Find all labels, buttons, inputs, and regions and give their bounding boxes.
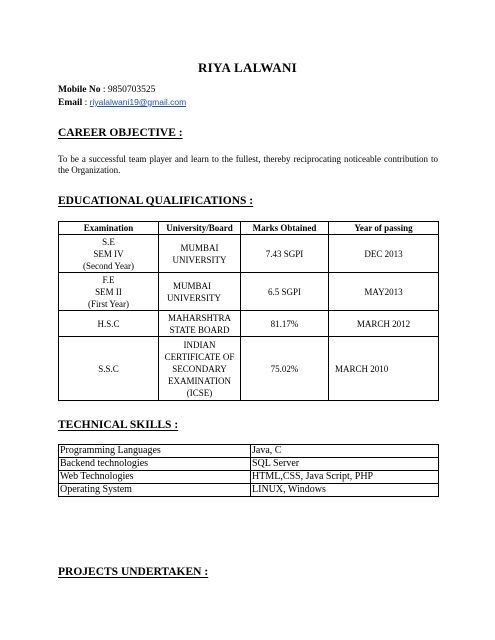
- exam-line: S.E: [102, 236, 115, 247]
- exam-line: SEM IV: [93, 248, 124, 259]
- career-objective-text: To be a successful team player and learn to the fullest, thereby reciprocating noticeable contribution to the Organization.: [58, 154, 438, 175]
- table-row: [59, 311, 439, 337]
- table-row: [59, 445, 439, 458]
- mobile-value: : 9850703525: [100, 85, 156, 95]
- board-cell: [159, 337, 241, 401]
- exam-line: S.S.C: [98, 363, 119, 374]
- skill-category: Backend technologies: [59, 458, 251, 471]
- header-examination: Examination: [59, 222, 159, 235]
- education-colon: :: [246, 195, 254, 207]
- marks-cell: 81.17%: [241, 311, 329, 337]
- career-objective-title: CAREER OBJECTIVE: [58, 127, 176, 139]
- education-heading: [58, 195, 253, 207]
- technical-skills-title: TECHNICAL SKILLS: [58, 419, 172, 431]
- exam-line: (Second Year): [83, 260, 134, 271]
- board-line: MUMBAI: [173, 280, 212, 291]
- mobile-label: Mobile No: [58, 85, 101, 95]
- exam-line: (First Year): [87, 298, 129, 309]
- skill-value: SQL Server: [251, 458, 439, 471]
- exam-line: H.S.C: [97, 318, 120, 329]
- mobile-line: [58, 84, 155, 96]
- board-line: INDIAN: [183, 339, 216, 350]
- email-line: [58, 96, 186, 109]
- projects-heading: [58, 566, 208, 578]
- board-line: (ICSE): [186, 387, 213, 398]
- technical-skills-colon: :: [171, 419, 179, 431]
- projects-colon: :: [201, 566, 209, 578]
- exam-line: SEM II: [95, 286, 122, 297]
- board-line: STATE BOARD: [169, 324, 230, 335]
- education-header-row: [59, 222, 439, 235]
- exam-line: F.E: [102, 274, 115, 285]
- header-marks-obtained: Marks Obtained: [241, 222, 329, 235]
- skill-category: Programming Languages: [59, 445, 251, 458]
- table-row: [59, 458, 439, 471]
- skills-table: [58, 444, 439, 497]
- header-university-board: University/Board: [159, 222, 241, 235]
- year-cell: MARCH 2012: [329, 311, 439, 337]
- skill-category: Web Technologies: [59, 471, 251, 484]
- board-cell: [159, 311, 241, 337]
- board-line: MUMBAI: [180, 242, 219, 253]
- career-objective-heading: [58, 127, 183, 139]
- board-cell: [159, 235, 241, 273]
- email-label: Email: [58, 98, 83, 108]
- board-line: MAHARSHTRA: [167, 312, 231, 323]
- year-cell: DEC 2013: [329, 235, 439, 273]
- email-separator: :: [82, 98, 90, 108]
- table-row: [59, 273, 439, 311]
- board-line: SECONDARY: [172, 363, 227, 374]
- education-title: EDUCATIONAL QUALIFICATIONS: [58, 195, 247, 207]
- marks-cell: 7.43 SGPI: [241, 235, 329, 273]
- skill-category: Operating System: [59, 484, 251, 497]
- board-cell: [159, 273, 241, 311]
- board-line: CERTIFICATE OF: [164, 351, 235, 362]
- education-table: [58, 221, 439, 401]
- technical-skills-heading: [58, 419, 178, 431]
- exam-cell: [59, 311, 159, 337]
- header-year-of-passing: Year of passing: [329, 222, 439, 235]
- marks-cell: 6.5 SGPI: [241, 273, 329, 311]
- marks-cell: 75.02%: [241, 337, 329, 401]
- table-row: [59, 235, 439, 273]
- year-cell: MARCH 2010: [329, 337, 439, 401]
- board-line: UNIVERSITY: [172, 254, 227, 265]
- career-objective-colon: :: [175, 127, 183, 139]
- projects-title: PROJECTS UNDERTAKEN: [58, 566, 202, 578]
- board-line: UNIVERSITY: [167, 292, 221, 303]
- exam-cell: [59, 273, 159, 311]
- table-row: [59, 337, 439, 401]
- email-link[interactable]: riyalalwani19@gmail.com: [89, 97, 187, 107]
- skill-value: LINUX, Windows: [251, 484, 439, 497]
- candidate-name: RIYA LALWANI: [197, 60, 298, 75]
- exam-cell: [59, 337, 159, 401]
- table-row: [59, 471, 439, 484]
- skill-value: Java, C: [251, 445, 439, 458]
- year-cell: MAY2013: [329, 273, 439, 311]
- skill-value: HTML,CSS, Java Script, PHP: [251, 471, 439, 484]
- exam-cell: [59, 235, 159, 273]
- table-row: [59, 484, 439, 497]
- board-line: EXAMINATION: [168, 375, 231, 386]
